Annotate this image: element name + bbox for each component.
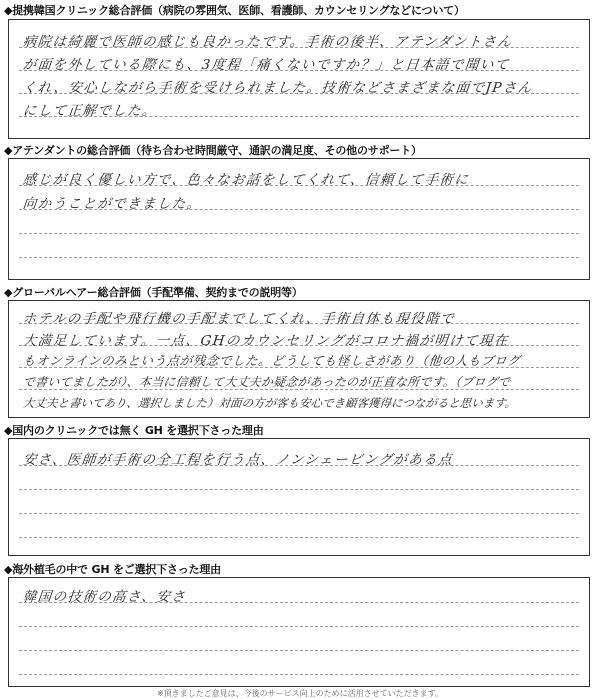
answer-box [8, 158, 590, 280]
handwritten-line: が面を外している際にも、3度程「痛くないですか？」と日本語で聞いて [21, 57, 511, 73]
section-title: ◆国内のクリニックでは無く GH を選択下さった理由 [4, 424, 264, 437]
ruled-line [19, 650, 579, 651]
handwritten-line: 大満足しています。一点、GHのカウンセリングがコロナ禍が明けて現在 [21, 333, 510, 349]
ruled-line [19, 233, 579, 234]
section-title: ◆海外植毛の中で GH をご選択下さった理由 [4, 563, 221, 576]
ruled-line [19, 674, 579, 675]
handwritten-line: くれ、安心しながら手術を受けられました。技術などさまざまな面でJPさん [21, 80, 534, 96]
answer-box [8, 438, 590, 556]
handwritten-line: 病院は綺麗で医師の感じも良かったです。手術の後半、アテンダントさん [21, 34, 514, 50]
answer-box [8, 19, 590, 139]
handwritten-line: で書いてましたが）、本当に信頼して大丈夫か疑念があったのが正直な所です。（ブログで [22, 375, 511, 389]
answer-box [8, 300, 590, 418]
ruled-line [19, 537, 579, 538]
handwritten-line: ホテルの手配や飛行機の手配までしてくれ、手術自体も現役階で [21, 311, 456, 327]
handwritten-line: 韓国の技術の高さ、安さ [21, 589, 188, 605]
handwritten-line: もオンラインのみという点が残念でした。どうしても怪しさがあり（他の人もブログ [22, 353, 522, 368]
handwritten-line: 感じが良く優しい方で、色々なお話をしてくれて、信頼して手術に [21, 172, 471, 188]
section-title: ◆提携韓国クリニック総合評価（病院の雰囲気、医師、看護師、カウンセリングなどについて） [4, 4, 465, 17]
ruled-line [19, 489, 579, 490]
ruled-line [19, 513, 579, 514]
footer-note: ※頂きましたご意見は、今後のサービス向上のために活用させていただきます。 [156, 689, 444, 698]
section-title: ◆アテンダントの総合評価（待ち合わせ時間厳守、通訳の満足度、その他のサポート） [4, 144, 422, 157]
section-title: ◆グローバルヘアー総合評価（手配準備、契約までの説明等） [4, 286, 303, 299]
handwritten-line: 大丈夫と書いてあり、選択しました）対面の方が客も安心でき顧客獲得につながると思います。 [22, 396, 518, 410]
handwritten-line: 向かうことができました。 [21, 196, 203, 212]
answer-box [8, 577, 590, 687]
ruled-line [19, 257, 579, 258]
handwritten-line: 安さ、医師が手術の全工程を行う点、ノンシェービングがある点 [21, 452, 454, 468]
ruled-line [19, 626, 579, 627]
handwritten-line: にして正解でした。 [21, 103, 158, 119]
